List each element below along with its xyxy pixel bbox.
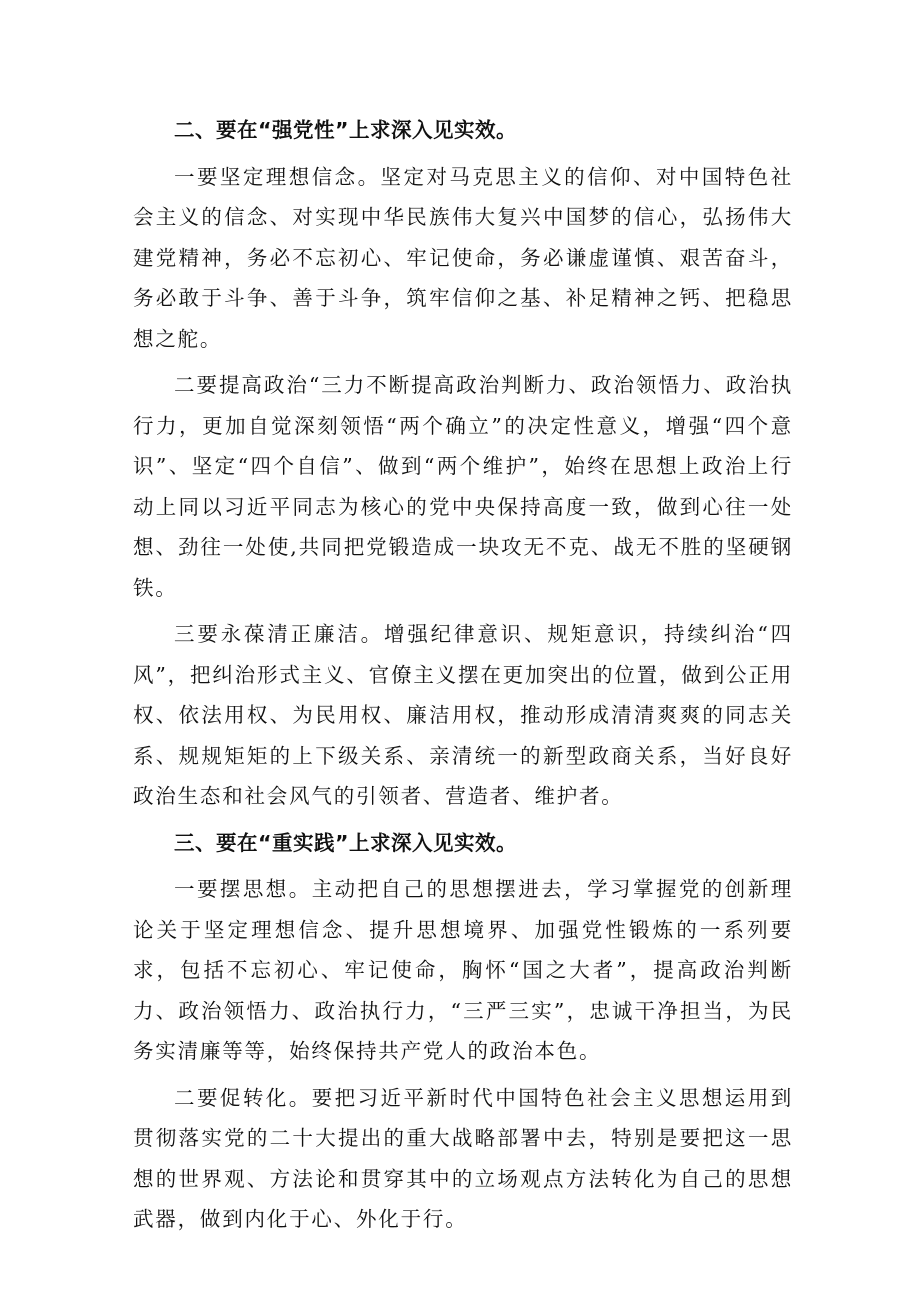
paragraph-reflect-thinking: 一要摆思想。主动把自己的思想摆进去，学习掌握党的创新理论关于坚定理想信念、提升思想境界、加强党性锻炼的一系列要求，包括不忘初心、牢记使命，胸怀“国之大者”，提高政治判断力、政治领悟力、政治执行力，“三严三实”，忠诚干净担当，为民务实清廉等等，始终保持共产党人的政治本色。 — [133, 877, 793, 1063]
paragraph-promote-transformation: 二要促转化。要把习近平新时代中国特色社会主义思想运用到贯彻落实党的二十大提出的重大战略部署中去，特别是要把这一思想的世界观、方法论和贯穿其中的立场观点方法转化为自己的思想武器，做到内化于心、外化于行。 — [133, 1085, 793, 1231]
paragraph-firm-ideals: 一要坚定理想信念。坚定对马克思主义的信仰、对中国特色社会主义的信念、对实现中华民族伟大复兴中国梦的信心，弘扬伟大建党精神，务必不忘初心、牢记使命，务必谦虚谨慎、艰苦奋斗，务必敢于斗争、善于斗争，筑牢信仰之基、补足精神之钙、把稳思想之舵。 — [133, 164, 793, 351]
paragraph-integrity: 三要永葆清正廉洁。增强纪律意识、规矩意识，持续纠治“四风”，把纠治形式主义、官僚主义摆在更加突出的位置，做到公正用权、依法用权、为民用权、廉洁用权，推动形成清清爽爽的同志关系、规规矩矩的上下级关系、亲清统一的新型政商关系，当好良好政治生态和社会风气的引领者、营造者、维护者。 — [133, 622, 793, 808]
section-heading-3: 三、要在“重实践”上求深入见实效。 — [174, 830, 517, 855]
document-body — [133, 110, 793, 1240]
paragraph-political-capacity: 二要提高政治“三力不断提高政治判断力、政治领悟力、政治执行力，更加自觉深刻领悟“两个确立”的决定性意义，增强“四个意识”、坚定“四个自信”、做到“两个维护”，始终在思想上政治上行动上同以习近平同志为核心的党中央保持高度一致，做到心往一处想、劲往一处使,共同把党锻造成一块攻无不克、战无不胜的坚硬钢铁。 — [133, 373, 793, 600]
section-heading-2: 二、要在“强党性”上求深入见实效。 — [174, 118, 517, 142]
